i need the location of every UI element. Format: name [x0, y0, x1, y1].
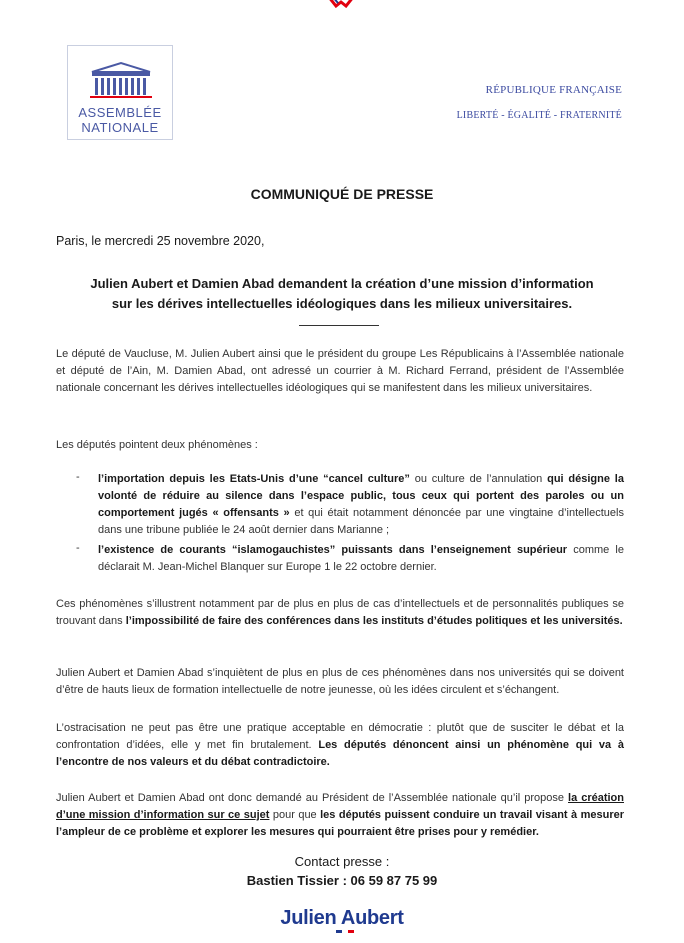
contact-name-phone: Bastien Tissier : 06 59 87 75 99 [246, 873, 438, 888]
paragraph-phenomena-intro: Les députés pointent deux phénomènes : [56, 439, 258, 451]
bullet-dash: - [76, 471, 80, 483]
palais-bourbon-icon [84, 60, 158, 100]
contact-label: Contact presse : [294, 854, 390, 869]
paragraph-illustration [56, 596, 624, 630]
dateline: Paris, le mercredi 25 novembre 2020, [56, 234, 265, 248]
bullet1-bold2: qui désigne la volonté de réduire au silence dans l’espace public, tous ceux qui portent des paroles ou un comportement jugés « offensants » [98, 473, 624, 519]
p6-text2: pour que [269, 809, 321, 821]
paragraph-ostracisation [56, 720, 624, 771]
headline-line2: sur les dérives intellectuelles idéologiques dans les milieux universitaires. [111, 296, 573, 311]
motto-label: LIBERTÉ - ÉGALITÉ - FRATERNITÉ [456, 110, 622, 121]
tricolor-emblem-icon [326, 0, 356, 8]
p3-text1: Ces phénomènes s’illustrent notamment par de plus en plus de cas d’intellectuels et de personnalités publiques se trouvant dans [56, 598, 624, 627]
assemblee-nationale-logo [67, 45, 173, 140]
logo-text-line2: NATIONALE [81, 120, 159, 135]
paragraph-concern: Julien Aubert et Damien Abad s’inquiètent de plus en plus de ces phénomènes dans nos universités qui se doivent d’être de hauts lieux de formation intellectuelle de notre jeunesse, où les idées circulent et s’échangent. [56, 667, 624, 696]
bullet1-text1: ou culture de l’annulation [409, 473, 548, 485]
logo-text-line1: ASSEMBLÉE [78, 105, 162, 120]
bullet-item-cancel-culture [98, 471, 624, 539]
headline-line1: Julien Aubert et Damien Abad demandent la création d’une mission d’information [90, 276, 594, 291]
paragraph-request [56, 790, 624, 841]
bullet2-text1: comme le déclarait M. Jean-Michel Blanquer sur Europe 1 le 22 octobre dernier. [98, 544, 624, 573]
page-title: COMMUNIQUÉ DE PRESSE [250, 186, 434, 202]
signature-logo: Julien Aubert [280, 907, 404, 929]
signature-flag-red [348, 930, 354, 933]
p5-text1: L’ostracisation ne peut pas être une pratique acceptable en démocratie : plutôt que de susciter le débat et la confrontation d’idées, elle y met fin brutalement. [56, 722, 624, 751]
bullet1-text2: et qui était notamment dénoncée par une vingtaine d’intellectuels dans une tribune publiée le 24 août dernier dans Marianne ; [98, 507, 624, 536]
press-contact [0, 852, 684, 890]
p5-bold1: Les députés dénoncent ainsi un phénomène qui va à l’encontre de nos valeurs et du débat contradictoire. [56, 739, 624, 768]
p6-bold1: les députés puissent conduire un travail visant à mesurer l’ampleur de ce problème et explorer les mesures qui pourraient être prises pour y remédier. [56, 809, 624, 838]
p6-bold-underlined: la création d’une mission d’information sur ce sujet [56, 792, 624, 821]
republic-label: RÉPUBLIQUE FRANÇAISE [485, 84, 622, 96]
headline [56, 274, 628, 314]
bullet-dash: - [76, 542, 80, 554]
paragraph-intro: Le député de Vaucluse, M. Julien Aubert ainsi que le président du groupe Les Républicains à l’Assemblée nationale et député de l’Ain, M. Damien Abad, ont adressé un courrier à M. Richard Ferrand, président de l’Assemblée nationale concernant les dérives intellectuelles idéologiques qui se manifestent dans les milieux universitaires. [56, 348, 624, 394]
bullet-item-islamogauchisme [98, 542, 624, 576]
divider [299, 325, 379, 326]
p3-bold1: l’impossibilité de faire des conférences dans les instituts d’études politiques et les universités. [125, 615, 623, 627]
p6-text1: Julien Aubert et Damien Abad ont donc demandé au Président de l’Assemblée nationale qu’il propose [56, 792, 569, 804]
bullet2-bold1: l’existence de courants “islamogauchistes” puissants dans l’enseignement supérieur [98, 544, 568, 556]
bullet1-bold1: l’importation depuis les Etats-Unis d’une “cancel culture” [98, 473, 410, 485]
